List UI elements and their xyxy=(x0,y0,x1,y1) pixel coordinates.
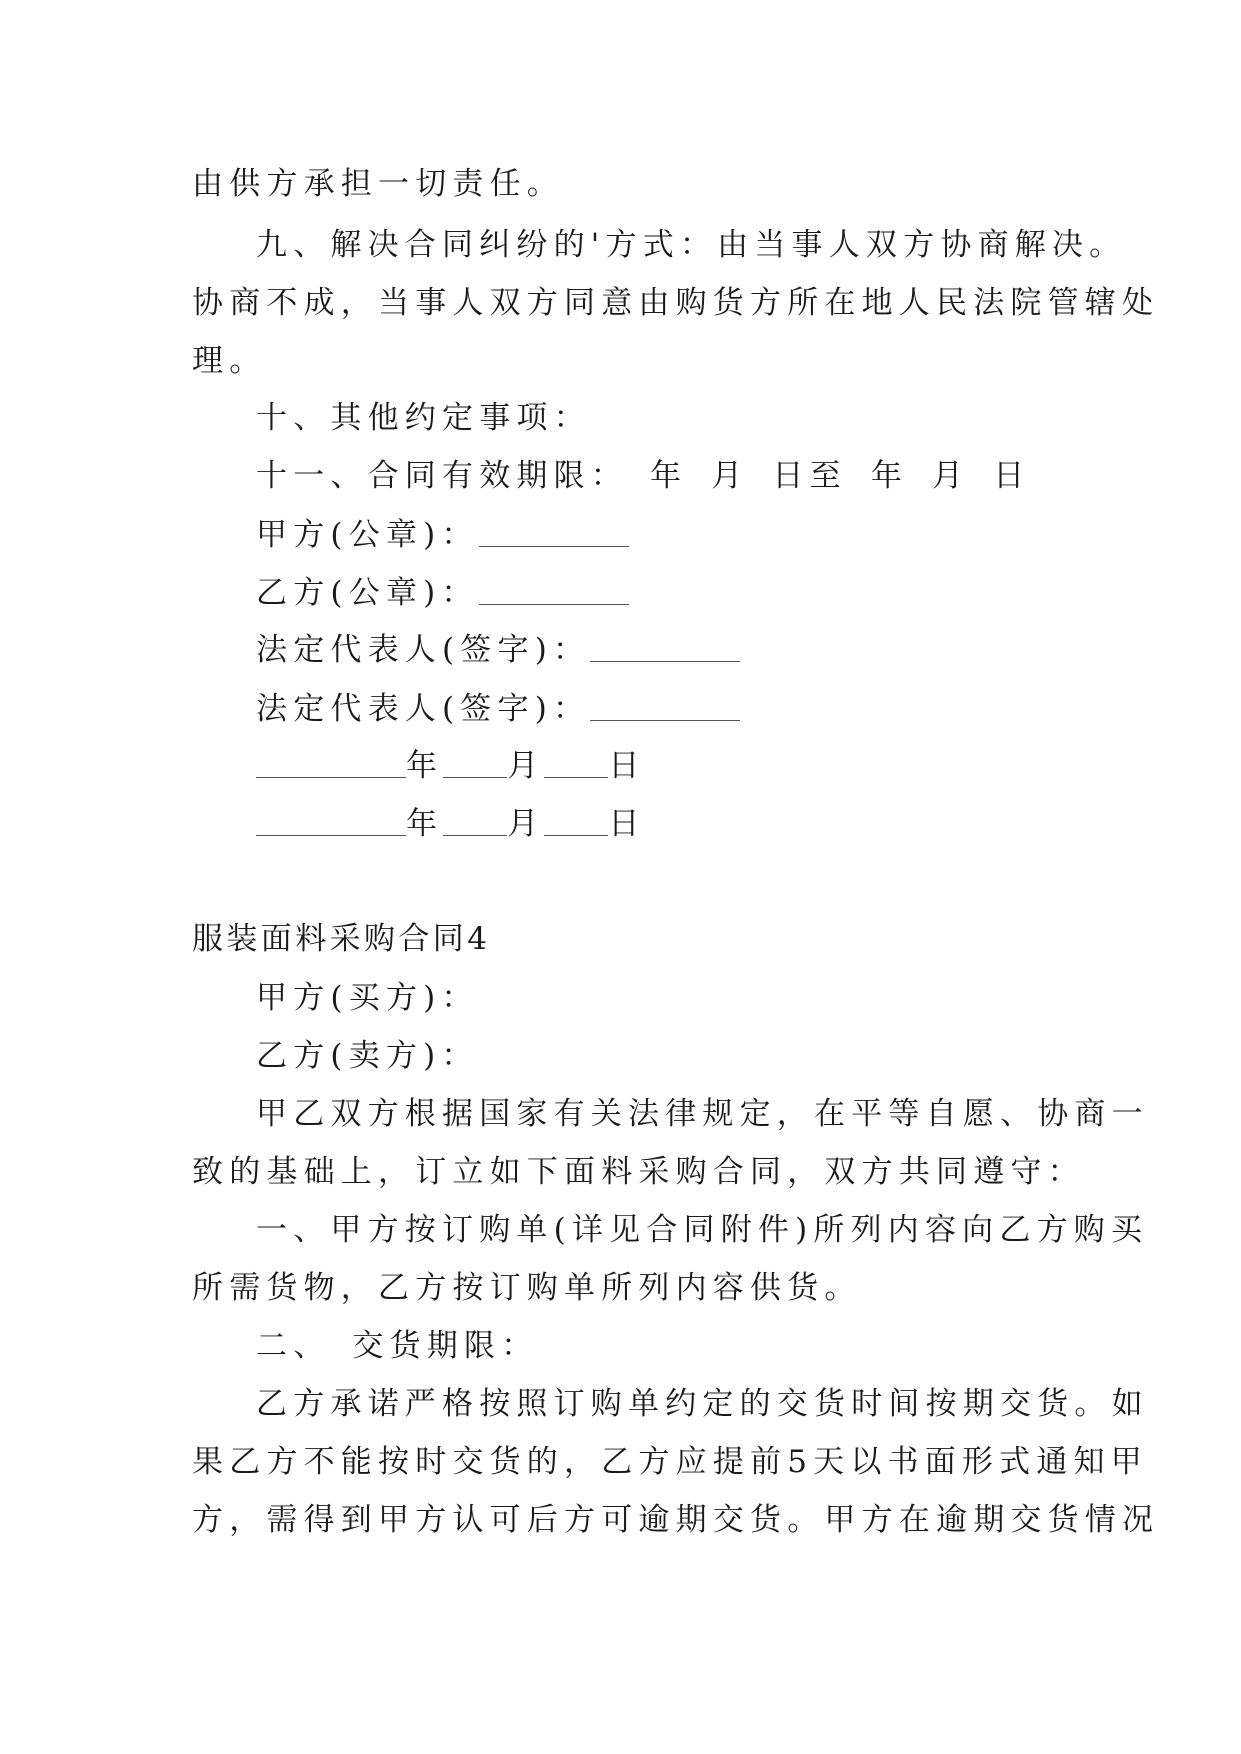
party-b-seal xyxy=(256,573,629,613)
text-line: 由供方承担一切责任。 xyxy=(192,166,564,202)
signature-blank xyxy=(479,518,629,547)
text-line: 乙方承诺严格按照订购单约定的交货时间按期交货。如 xyxy=(256,1386,1149,1422)
day-unit: 日 xyxy=(772,458,810,494)
text-line: 甲乙双方根据国家有关法律规定，在平等自愿、协商一 xyxy=(256,1096,1149,1132)
day-unit: 日 xyxy=(993,458,1031,494)
year-unit: 年 xyxy=(870,458,909,494)
clause-two-number: 二、 xyxy=(256,1328,331,1364)
clause-ten: 十、其他约定事项： xyxy=(256,400,591,436)
signature-blank xyxy=(590,692,740,721)
clause-one: 一、甲方按订购单(详见合同附件)所列内容向乙方购买 xyxy=(256,1212,1149,1248)
legal-rep-label: 法定代表人(签字)： xyxy=(256,691,591,727)
party-a-seal-label: 甲方(公章)： xyxy=(256,517,479,553)
party-a-seal xyxy=(256,515,629,555)
year-unit: 年 xyxy=(406,806,444,842)
day-unit: 日 xyxy=(608,806,646,842)
month-unit: 月 xyxy=(932,458,970,494)
day-blank xyxy=(544,749,608,778)
text-line: 果乙方不能按时交货的，乙方应提前5天以书面形式通知甲 xyxy=(192,1444,1148,1480)
text-line: 协商不成，当事人双方同意由购货方所在地人民法院管辖处 xyxy=(192,285,1160,321)
year-blank xyxy=(256,807,406,836)
text-line: 方，需得到甲方认可后方可逾期交货。甲方在逾期交货情况 xyxy=(192,1502,1160,1538)
year-unit: 年 xyxy=(406,748,444,784)
month-blank xyxy=(443,749,507,778)
year-blank xyxy=(256,749,406,778)
text-line: 所需货物，乙方按订购单所列内容供货。 xyxy=(192,1270,862,1306)
month-unit: 月 xyxy=(711,458,749,494)
clause-nine: 九、解决合同纠纷的'方式：由当事人双方协商解决。 xyxy=(256,227,1127,263)
legal-rep-b xyxy=(256,689,740,729)
date-line xyxy=(256,804,646,844)
month-unit: 月 xyxy=(507,748,545,784)
month-blank xyxy=(443,807,507,836)
clause-two-title: 交货期限： xyxy=(352,1328,539,1364)
signature-blank xyxy=(479,576,629,605)
legal-rep-a xyxy=(256,630,740,670)
text-line: 致的基础上，订立如下面料采购合同，双方共同遵守： xyxy=(192,1154,1085,1190)
clause-eleven xyxy=(256,456,1030,496)
validity-label: 十一、合同有效期限： xyxy=(256,458,628,494)
section-heading: 服装面料采购合同4 xyxy=(192,921,491,957)
day-unit: 日 xyxy=(608,748,646,784)
date-line xyxy=(256,746,646,786)
clause-two xyxy=(256,1326,538,1366)
party-b-seal-label: 乙方(公章)： xyxy=(256,575,479,611)
year-unit: 年 xyxy=(650,458,688,494)
month-unit: 月 xyxy=(507,806,545,842)
buyer-line: 甲方(买方)： xyxy=(256,980,479,1016)
signature-blank xyxy=(590,633,740,662)
day-blank xyxy=(544,807,608,836)
text-line: 理。 xyxy=(192,343,267,379)
to-word: 至 xyxy=(809,458,847,494)
seller-line: 乙方(卖方)： xyxy=(256,1038,479,1074)
legal-rep-label: 法定代表人(签字)： xyxy=(256,632,591,668)
